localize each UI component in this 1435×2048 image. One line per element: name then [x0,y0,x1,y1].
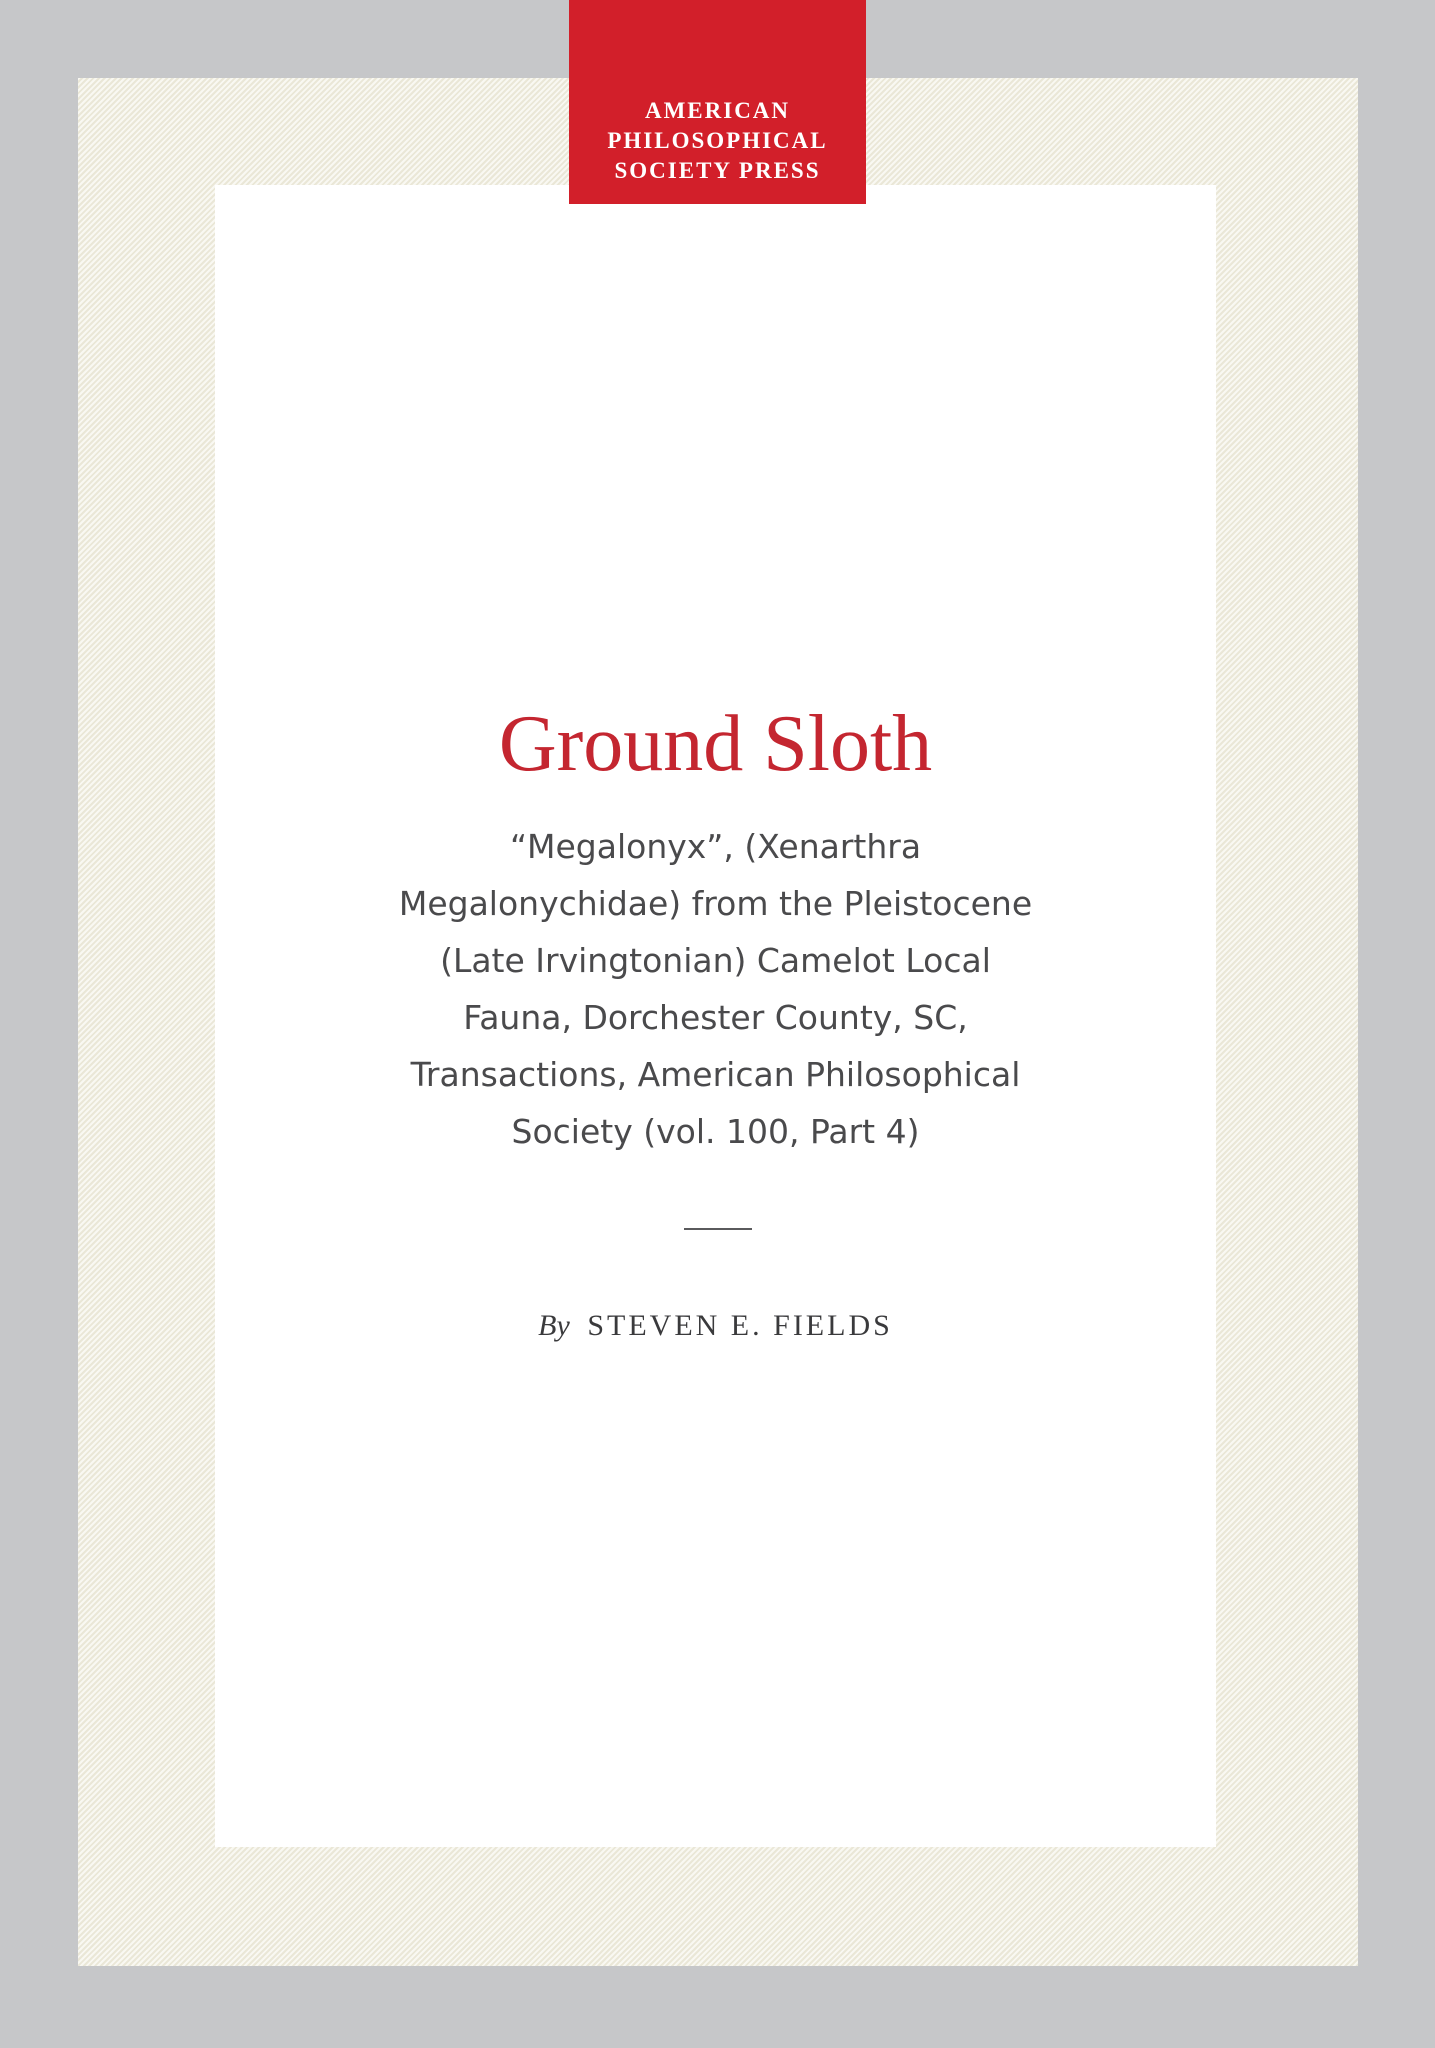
divider-rule [684,1228,752,1230]
publisher-logo [569,0,866,204]
subtitle-line: Megalonychidae) from the Pleistocene [398,884,1033,923]
subtitle-line: Transactions, American Philosophical [410,1055,1021,1094]
subtitle-line: (Late Irvingtonian) Camelot Local [440,941,991,980]
subtitle-line: Fauna, Dorchester County, SC, [463,998,968,1037]
book-title: Ground Sloth [498,700,933,788]
byline [215,1306,1216,1346]
publisher-line-2: PHILOSOPHICAL [607,128,828,153]
subtitle-line: “Megalonyx”, (Xenarthra [509,827,922,866]
publisher-line-1: AMERICAN [644,98,791,123]
book-subtitle [215,818,1216,1160]
publisher-line-3: SOCIETY PRESS [614,158,821,183]
author-name: STEVEN E. FIELDS [587,1309,893,1342]
subtitle-line: Society (vol. 100, Part 4) [511,1112,920,1151]
byline-prefix: By [538,1309,570,1342]
